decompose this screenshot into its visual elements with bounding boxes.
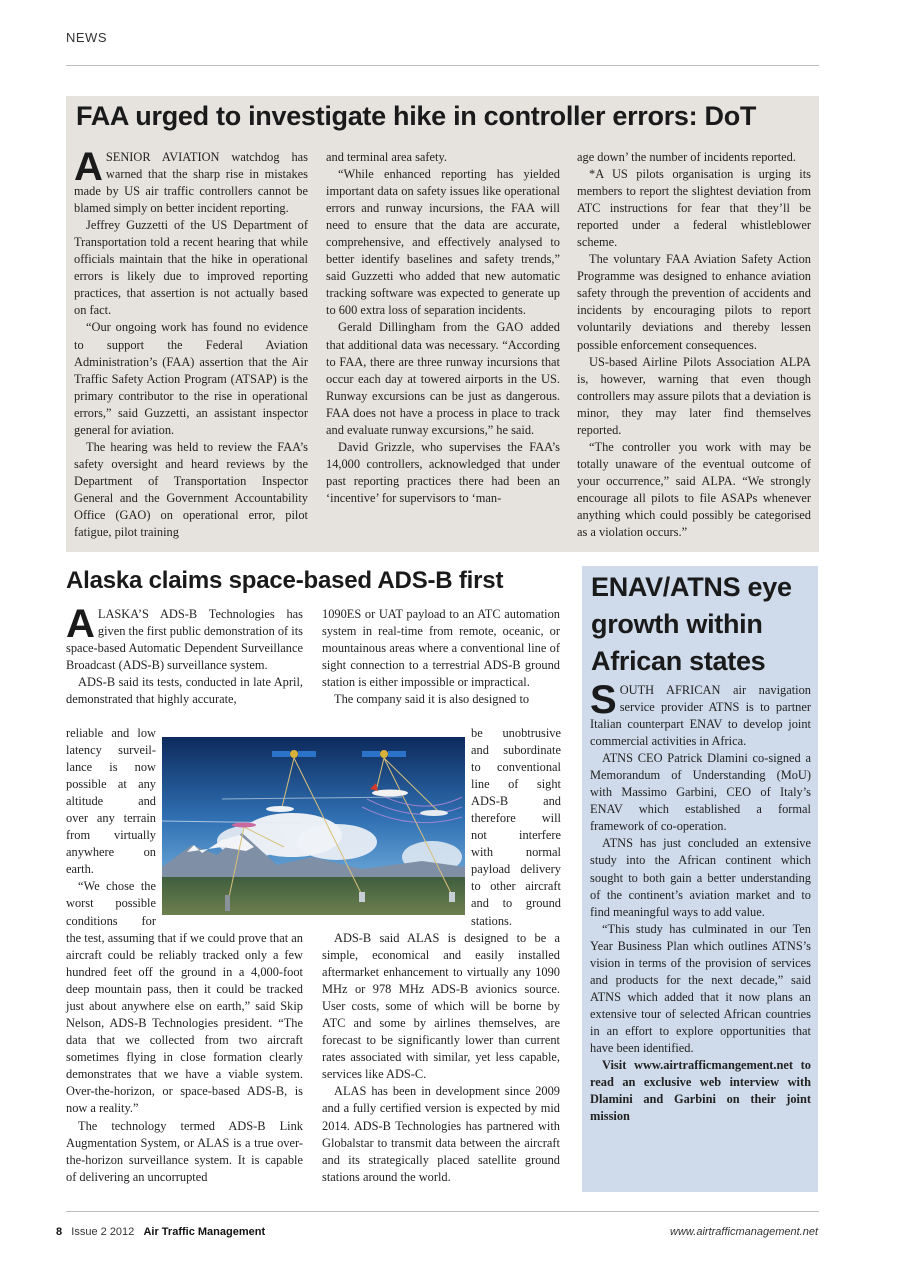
drop-cap: S [590, 678, 617, 722]
article-enav-body: SOUTH AFRICAN air navigation service provider ATNS is to partner Italian counterpart ENAV to develop joint commercial activities in Africa. ATNS CEO Patrick Dlamini co-signed a Memorandum of Understanding (MoU) with Massimo Garbini, CEO of Italy’s ENAV which established a formal framework of co-operation. ATNS has just concluded an extensive study into the African continent which sought to both gain a better understanding of the continent’s aviation market and to find meaningful ways to add value. “This study has culminated in our Ten Year Business Plan which outlines ATNS’s vision in terms of the provision of services and products for the next decade,” said ATNS which added that it now plans an extensive tour of selected African countries in an effort to explore opportunities that have been identified. Visit www.airtrafficmangement.net to read an exclusive web interview with Dlamini and Garbini on their joint mission [590, 682, 811, 1125]
publication-name: Air Traffic Management [143, 1226, 266, 1238]
issue-info: Issue 2 2012 [71, 1226, 135, 1238]
article-adsb-wrap-right: be unobtrusive and subordinate to conventional line of sight ADS-B and therefore will not interfere with normal payload delivery to other aircraft and to ground stations. [471, 726, 561, 928]
page-number: 8 [56, 1226, 63, 1238]
header-rule [66, 65, 819, 66]
footer-website[interactable]: www.airtrafficmanagement.net [670, 1226, 818, 1238]
footer-rule [66, 1211, 819, 1212]
satellite-aircraft-illustration-icon [162, 737, 465, 915]
article-faa-title: FAA urged to investigate hike in controller errors: DoT [76, 101, 757, 131]
article-faa-col3: age down’ the number of incidents reported. *A US pilots organisation is urging its members to report the slightest deviation from ATC instructions for fear that they’ll be reported under a federal whistleblower scheme. The voluntary FAA Aviation Safety Action Programme was designed to enhance aviation safety through the prevention of accidents and incidents by encouraging pilots to report voluntarily deviations and thereby lessen possible enforcement consequences. US-based Airline Pilots Association ALPA is, however, warning that even though controllers may assure pilots that a deviation is minor, they may later find themselves reported. “The controller you work with may be totally unaware of the eventual outcome of your occurrence,” said ALPA. “We strongly encourage all pilots to file ASAPs whenever anything which could possibly be categorised as a violation occurs.” [577, 150, 811, 540]
article-adsb-col2-top: 1090ES or UAT payload to an ATC automation system in real-time from remote, oceanic, or mountainous areas where a conventional line of sight connection to a terrestrial ADS-B ground station is either impossible or impractical. The company said it is also designed to [322, 607, 560, 707]
web-interview-link[interactable]: Visit www.airtrafficmangement.net to read an exclusive web interview with Dlamini and Garbini on their joint mission [590, 1058, 811, 1124]
article-faa-col1: ASENIOR AVIATION watchdog has warned that the sharp rise in mistakes made by US air traffic controllers cannot be blamed simply on better incident reporting. Jeffrey Guzzetti of the US Department of Transportation told a recent hearing that while officials maintain that the hike in operational errors is likely due to improved reporting practices, that assertion is not actually based on fact. “Our ongoing work has found no evidence to support the Federal Aviation Administration’s (FAA) assertion that the Air Traffic Safety Action Program (ATSAP) is the primary contributor to the rise in operational errors,” said Guzzetti, an assistant inspector general for aviation. The hearing was held to review the FAA’s safety oversight and heard reviews by the Department of Transportation Inspector General and the Government Accountability Office (GAO) on operational error, pilot fatigue, pilot training [74, 145, 308, 540]
article-faa-col2: and terminal area safety. “While enhanced reporting has yielded important data on safety issues like operational errors and runway incursions, the FAA will need to ensure that the data are accurate, comprehensive, and effectively analysed to better identify baselines and safety trends,” said Guzzetti who added that new automatic tracking software was expected to generate up to 600 extra loss of separation incidents. Gerald Dillingham from the GAO added that additional data was necessary. “According to FAA, there are three runway incursions that occur each day at towered airports in the US. Runway excursions can be just as dangerous. FAA does not have a process in place to track and evaluate runway excursions,” he said. David Grizzle, who supervises the FAA’s 14,000 controllers, acknowledged that under past reporting practices there had been an ‘incentive’ for supervisors to ‘man- [326, 150, 560, 505]
section-label: NEWS [66, 30, 107, 45]
article-adsb-title: Alaska claims space-based ADS-B first [66, 567, 504, 594]
article-adsb-col1-top: ALASKA’S ADS-B Technologies has given the first public demonstration of its space-based Automatic Dependent Surveillance Broadcast (ADS-B) surveillance system. ADS-B said its tests, conducted in late April, demonstrated that highly accurate, [66, 602, 303, 707]
footer-left [56, 1226, 265, 1238]
article-adsb-wrap-left: reliable and low latency surveil- lance is now possible at any altitude and over any terrain from virtually anywhere on earth. “We chose the worst possible conditions for [66, 726, 156, 928]
drop-cap: A [74, 145, 103, 189]
article-adsb-col2-bottom: ADS-B said ALAS is designed to be a simple, economical and easily installed aftermarket enhancement to virtually any 1090 MHz or 978 MHz ADS-B avionics source. User costs, some of which will be borne by ATC and some by airlines themselves, are forecast to be significantly lower than current rates associated with similar, yet less capable, services like ADS-C. ALAS has been in development since 2009 and a fully certified version is expected by mid 2014. ADS-B Technologies has partnered with Globalstar to transmit data between the aircraft and its strategically placed satellite ground stations around the world. [322, 931, 560, 1184]
adsb-illustration [162, 737, 465, 915]
drop-cap: A [66, 602, 95, 646]
article-adsb-col1-bottom: the test, assuming that if we could prove that an aircraft could be reliably tracked only a few hundred feet off the ground in a 4,000-foot deep mountain pass, then it could be tracked just about anywhere else on earth,” said Skip Nelson, ADS-B Technologies president. “The data that we collected from two aircraft sometimes flying in close formation clearly demonstrates that we have a viable system. Over-the-horizon, or space-based ADS-B, is now a reality.” The technology termed ADS-B Link Augmentation System, or ALAS is a true over-the-horizon surveillance system. It is capable of delivering an uncorrupted [66, 931, 303, 1184]
article-enav-title: ENAV/ATNS eye growth within African states [591, 572, 792, 676]
